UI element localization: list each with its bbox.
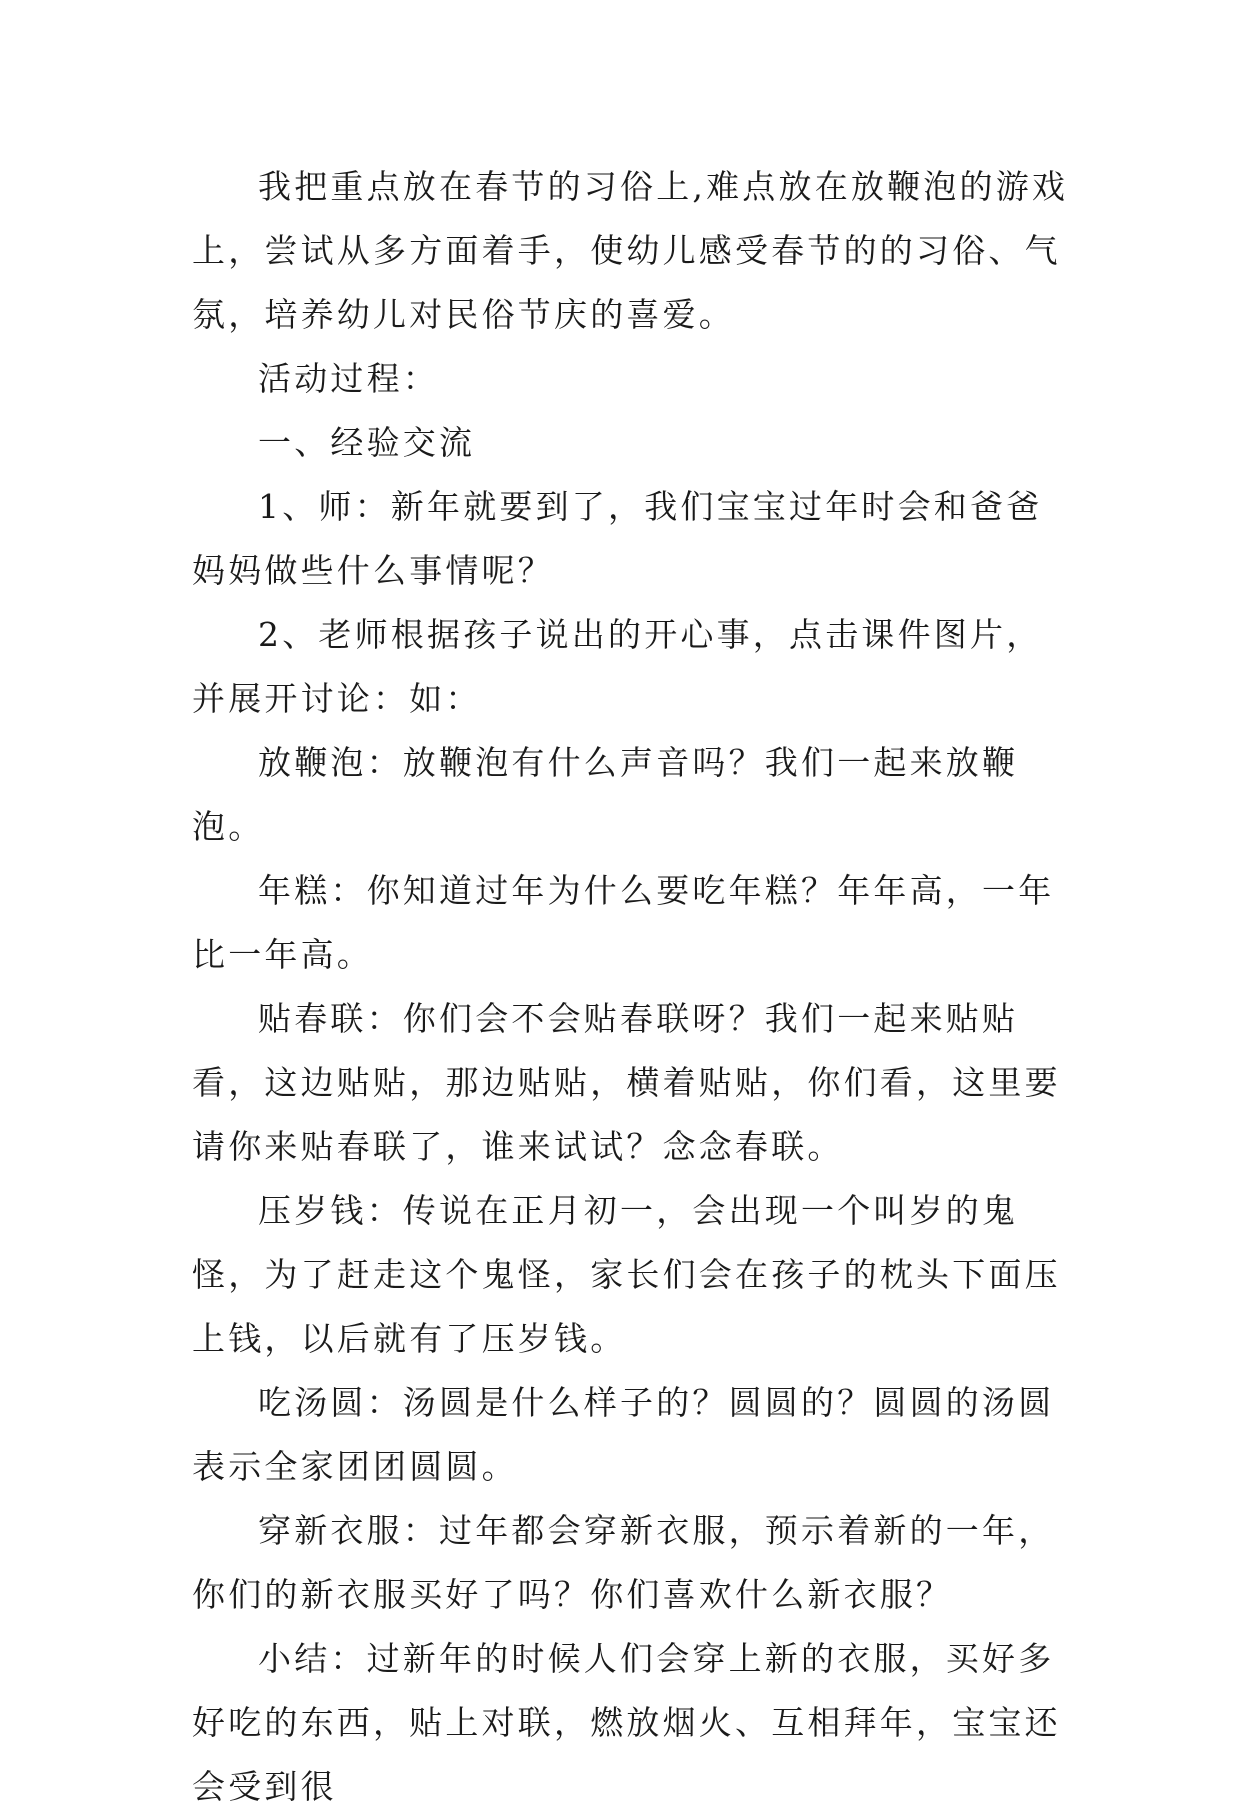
paragraph-summary: 小结：过新年的时候人们会穿上新的衣服，买好多好吃的东西，贴上对联，燃放烟火、互相拜年，宝宝还会受到很 [192,1639,1061,1806]
paragraph-new-year-cake: 年糕：你知道过年为什么要吃年糕？年年高，一年比一年高。 [192,871,1055,974]
paragraph-step-2: 2、老师根据孩子说出的开心事，点击课件图片，并展开讨论：如： [192,615,1043,718]
paragraph-new-clothes: 穿新衣服：过年都会穿新衣服，预示着新的一年，你们的新衣服买好了吗？你们喜欢什么新衣服？ [192,1511,1055,1614]
paragraph-activity-process-heading: 活动过程： [258,359,439,398]
paragraph-lucky-money: 压岁钱：传说在正月初一，会出现一个叫岁的鬼怪，为了赶走这个鬼怪，家长们会在孩子的枕头下面压上钱，以后就有了压岁钱。 [192,1191,1061,1358]
paragraph-step-1: 1、师：新年就要到了，我们宝宝过年时会和爸爸妈妈做些什么事情呢？ [192,487,1043,590]
paragraph-focus-and-difficulty: 我把重点放在春节的习俗上,难点放在放鞭泡的游戏上，尝试从多方面着手，使幼儿感受春节的的习俗、气氛，培养幼儿对民俗节庆的喜爱。 [192,167,1069,334]
paragraph-firecrackers: 放鞭泡：放鞭泡有什么声音吗？我们一起来放鞭泡。 [192,743,1019,846]
paragraph-tangyuan: 吃汤圆：汤圆是什么样子的？圆圆的？圆圆的汤圆表示全家团团圆圆。 [192,1383,1055,1486]
document-body [192,155,1072,1819]
paragraph-experience-exchange-heading: 一、经验交流 [258,423,476,462]
paragraph-spring-couplets: 贴春联：你们会不会贴春联呀？我们一起来贴贴看，这边贴贴，那边贴贴，横着贴贴，你们看，这里要请你来贴春联了，谁来试试？念念春联。 [192,999,1061,1166]
